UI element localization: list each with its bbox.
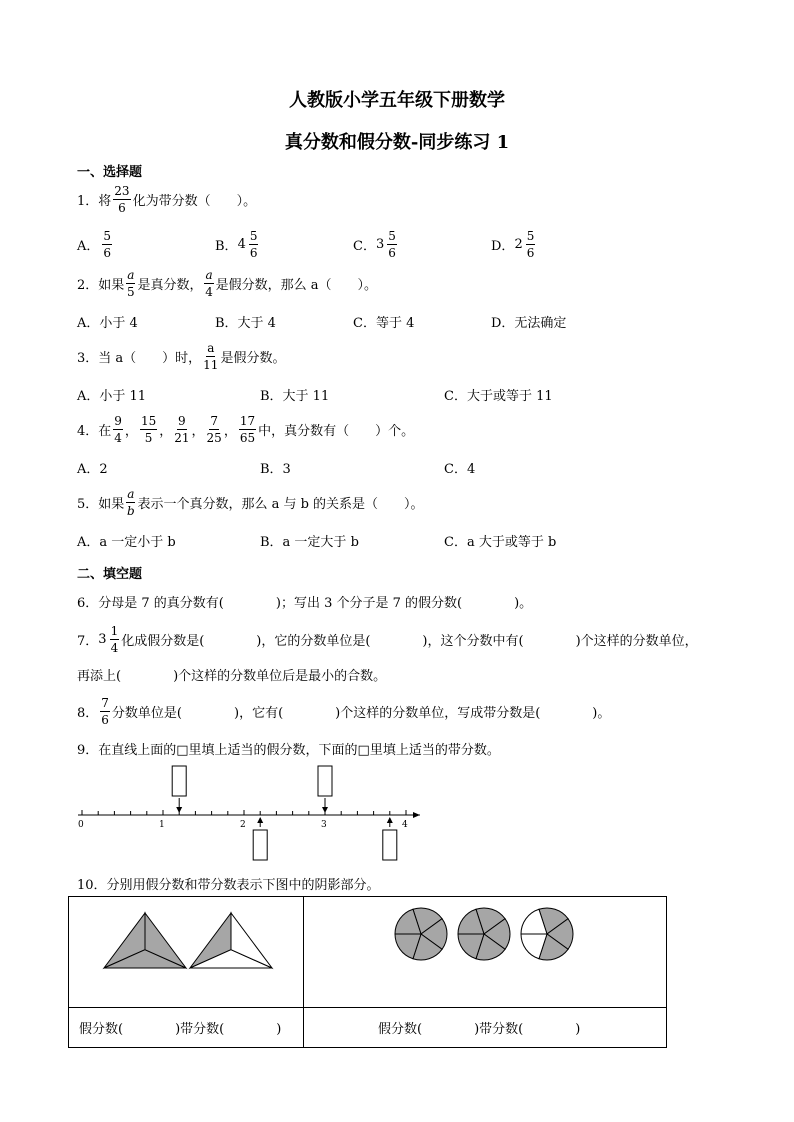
circle-figures (304, 897, 666, 1003)
circles-cell (304, 897, 667, 1008)
q3-option-a[interactable]: A．小于 11 (77, 389, 147, 404)
q1-fraction: $\frac{23}{6}$ (114, 183, 130, 215)
number-line-figure (70, 760, 430, 868)
q2-option-a[interactable]: A．小于 4 (77, 316, 138, 331)
question-1 (77, 184, 256, 214)
up-arrow-head (387, 817, 393, 823)
q3-fraction: $\frac{a}{11}$ (203, 340, 219, 372)
section-heading-fill: 二、填空题 (77, 567, 143, 582)
q2-option-b[interactable]: B．大于 4 (215, 316, 276, 331)
section-heading-choice: 一、选择题 (77, 165, 143, 180)
right-answer-cell[interactable] (304, 1008, 667, 1048)
q7-mixed-fraction: $\frac{1}{4}$ (110, 623, 119, 655)
question-7-line-2[interactable]: 再添上( )个这样的分数单位后是最小的合数。 (77, 669, 387, 684)
q4-fraction-4: $\frac{7}{25}$ (206, 413, 222, 445)
q4-fraction-5: $\frac{17}{65}$ (239, 413, 256, 445)
q1-option-b[interactable]: B． 4 $\frac{5}{6}$ (215, 228, 258, 260)
question-6[interactable]: 6．分母是 7 的真分数有( )；写出 3 个分子是 7 的假分数( )。 (77, 596, 533, 611)
q4-fraction-3: $\frac{9}{21}$ (174, 413, 190, 445)
q4-option-c[interactable]: C．4 (444, 462, 476, 477)
down-arrow-head (322, 807, 328, 813)
question-5: 5．如果 $\frac{a}{b}$ 表示一个真分数，那么 a 与 b 的关系是（ ）。 (77, 486, 424, 518)
question-4: 4．在 $\frac{9}{4}$ ， $\frac{15}{5}$ ， $\frac{9}{21}$ ， $\frac{7}{25}$ ， $\frac{17}{65}$ 中，真分数有（ ）个。 (77, 413, 415, 445)
q5-option-b[interactable]: B．a 一定大于 b (260, 535, 359, 550)
page-subtitle: 真分数和假分数-同步练习 1 (284, 132, 510, 153)
question-7[interactable]: 7． 3 $\frac{1}{4}$ 化成假分数是( )，它的分数单位是( )，这个分数中有( )个这样的分数单位， (77, 623, 698, 655)
q3-options (77, 385, 677, 403)
number-line-label: 4 (402, 820, 408, 830)
q5-option-a[interactable]: A．a 一定小于 b (77, 535, 176, 550)
q5-options (77, 531, 677, 549)
bottom-answer-box (383, 830, 397, 860)
top-answer-box (318, 766, 332, 796)
right-answer-label: 假分数( )带分数( ) (378, 1022, 581, 1037)
q10-table (68, 896, 667, 1048)
q5-option-c[interactable]: C．a 大于或等于 b (444, 535, 557, 550)
q3-option-b[interactable]: B．大于 11 (260, 389, 330, 404)
q1-options (77, 228, 677, 260)
q1-option-d[interactable]: D． 2 $\frac{5}{6}$ (491, 228, 535, 260)
q2-fraction-2: $\frac{a}{4}$ (205, 267, 213, 299)
q4-options (77, 458, 677, 476)
page-title: 人教版小学五年级下册数学 (289, 90, 505, 111)
number-line-label: 0 (78, 820, 84, 830)
number-line-label: 1 (159, 820, 165, 830)
question-8[interactable]: 8． $\frac{7}{6}$ 分数单位是( )，它有( )个这样的分数单位，写成带分数是( )。 (77, 695, 611, 727)
left-answer-label: 假分数( )带分数( ) (79, 1022, 282, 1037)
q5-fraction: $\frac{a}{b}$ (127, 486, 135, 518)
number-line-label: 2 (240, 820, 246, 830)
q2-fraction-1: $\frac{a}{5}$ (127, 267, 135, 299)
bottom-answer-box (253, 830, 267, 860)
left-answer-cell[interactable] (69, 1008, 304, 1048)
top-answer-box (172, 766, 186, 796)
q1-prefix: 1．将 (77, 193, 112, 209)
q4-option-a[interactable]: A．2 (77, 462, 108, 477)
q1-option-a[interactable]: A． $\frac{5}{6}$ (77, 228, 112, 260)
q4-option-b[interactable]: B．3 (260, 462, 291, 477)
triangle-figures (69, 897, 303, 1003)
question-3: 3．当 a（ ）时， $\frac{a}{11}$ 是假分数。 (77, 340, 286, 372)
q4-fraction-1: $\frac{9}{4}$ (114, 413, 122, 445)
triangles-cell (69, 897, 304, 1008)
q2-option-c[interactable]: C．等于 4 (353, 316, 415, 331)
up-arrow-head (257, 817, 263, 823)
question-10: 10．分别用假分数和带分数表示下图中的阴影部分。 (77, 878, 380, 893)
q8-fraction: $\frac{7}{6}$ (101, 695, 109, 727)
number-line-label: 3 (321, 820, 327, 830)
q1-suffix: 化为带分数（ ）。 (132, 193, 257, 209)
q3-option-c[interactable]: C．大于或等于 11 (444, 389, 553, 404)
q2-options (77, 312, 677, 330)
q4-fraction-2: $\frac{15}{5}$ (140, 413, 157, 445)
question-9: 9．在直线上面的□里填上适当的假分数，下面的□里填上适当的带分数。 (77, 743, 500, 758)
question-2: 2．如果 $\frac{a}{5}$ 是真分数， $\frac{a}{4}$ 是假分数，那么 a（ ）。 (77, 267, 377, 299)
q2-option-d[interactable]: D．无法确定 (491, 316, 567, 331)
number-line-arrow (413, 812, 420, 818)
down-arrow-head (176, 807, 182, 813)
q1-option-c[interactable]: C． 3 $\frac{5}{6}$ (353, 228, 396, 260)
